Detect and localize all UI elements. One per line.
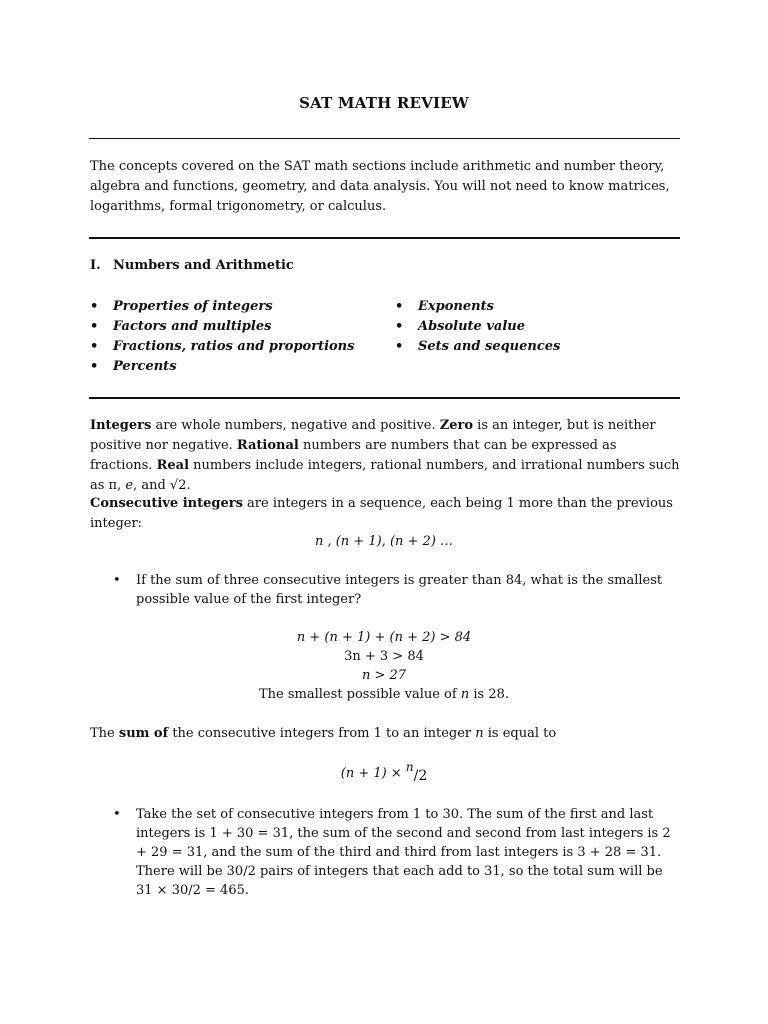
topics-right-column [395, 297, 560, 357]
bullet-icon: • [395, 339, 404, 354]
example-question: • If the sum of three consecutive integers is greater than 84, what is the smallest possible value of the first integer? [113, 573, 663, 607]
section-numeral: I. [90, 258, 101, 273]
topic-item: • Properties of integers [90, 297, 354, 317]
bullet-icon: • [395, 299, 404, 314]
bullet-icon: • [90, 319, 99, 334]
topic-item: • Fractions, ratios and proportions [90, 337, 354, 357]
section-title: Numbers and Arithmetic [113, 258, 294, 273]
topic-item: • Sets and sequences [395, 337, 560, 357]
intro-paragraph: The concepts covered on the SAT math sections include arithmetic and number theory, algebra and functions, geometry, and data analysis. You will not need to know matrices, logarithms, formal trigonometry, or calculus. [90, 159, 670, 214]
example-sum: • Take the set of consecutive integers from 1 to 30. The sum of the first and last integers is 1 + 30 = 31, the sum of the second and second from last integers is 2 + 29 = 31, and the sum of the third and third from last integers is 3 + 28 = 31. There will be 30/2 pairs of integers that each add to 31, so the total sum will be 31 × 30/2 = 465. [113, 807, 671, 898]
topic-item: • Factors and multiples [90, 317, 354, 337]
solution-line-3: n > 27 [361, 668, 407, 683]
section-heading [90, 258, 294, 273]
topic-item: • Exponents [395, 297, 560, 317]
bullet-icon: • [90, 299, 99, 314]
bullet-icon: • [113, 573, 121, 588]
solution-line-1: n + (n + 1) + (n + 2) > 84 [296, 630, 472, 645]
bullet-icon: • [90, 339, 99, 354]
sum-paragraph: The sum of the consecutive integers from 1 to an integer n is equal to [90, 726, 557, 741]
sum-formula: (n + 1) × n/2 [340, 760, 428, 784]
topic-item: • Absolute value [395, 317, 560, 337]
bullet-icon: • [395, 319, 404, 334]
page-title: SAT MATH REVIEW [299, 94, 469, 112]
consecutive-paragraph: Consecutive integers are integers in a sequence, each being 1 more than the previous integer: [90, 496, 673, 531]
solution-line-2: 3n + 3 > 84 [344, 649, 424, 664]
bullet-icon: • [90, 359, 99, 374]
solution-answer: The smallest possible value of n is 28. [259, 687, 509, 702]
intro-divider [89, 237, 680, 239]
integers-paragraph: Integers are whole numbers, negative and positive. Zero is an integer, but is neither positive nor negative. Rational numbers are numbers that can be expressed as fractions. Real numbers include integers, rational numbers, and irrational numbers such as π, e, and √2. [90, 418, 680, 493]
sequence-formula: n , (n + 1), (n + 2) … [314, 534, 454, 549]
section-divider [89, 397, 680, 399]
topic-item: • Percents [90, 357, 354, 377]
topics-left-column [90, 297, 354, 377]
title-divider [89, 138, 680, 139]
bullet-icon: • [113, 807, 121, 822]
